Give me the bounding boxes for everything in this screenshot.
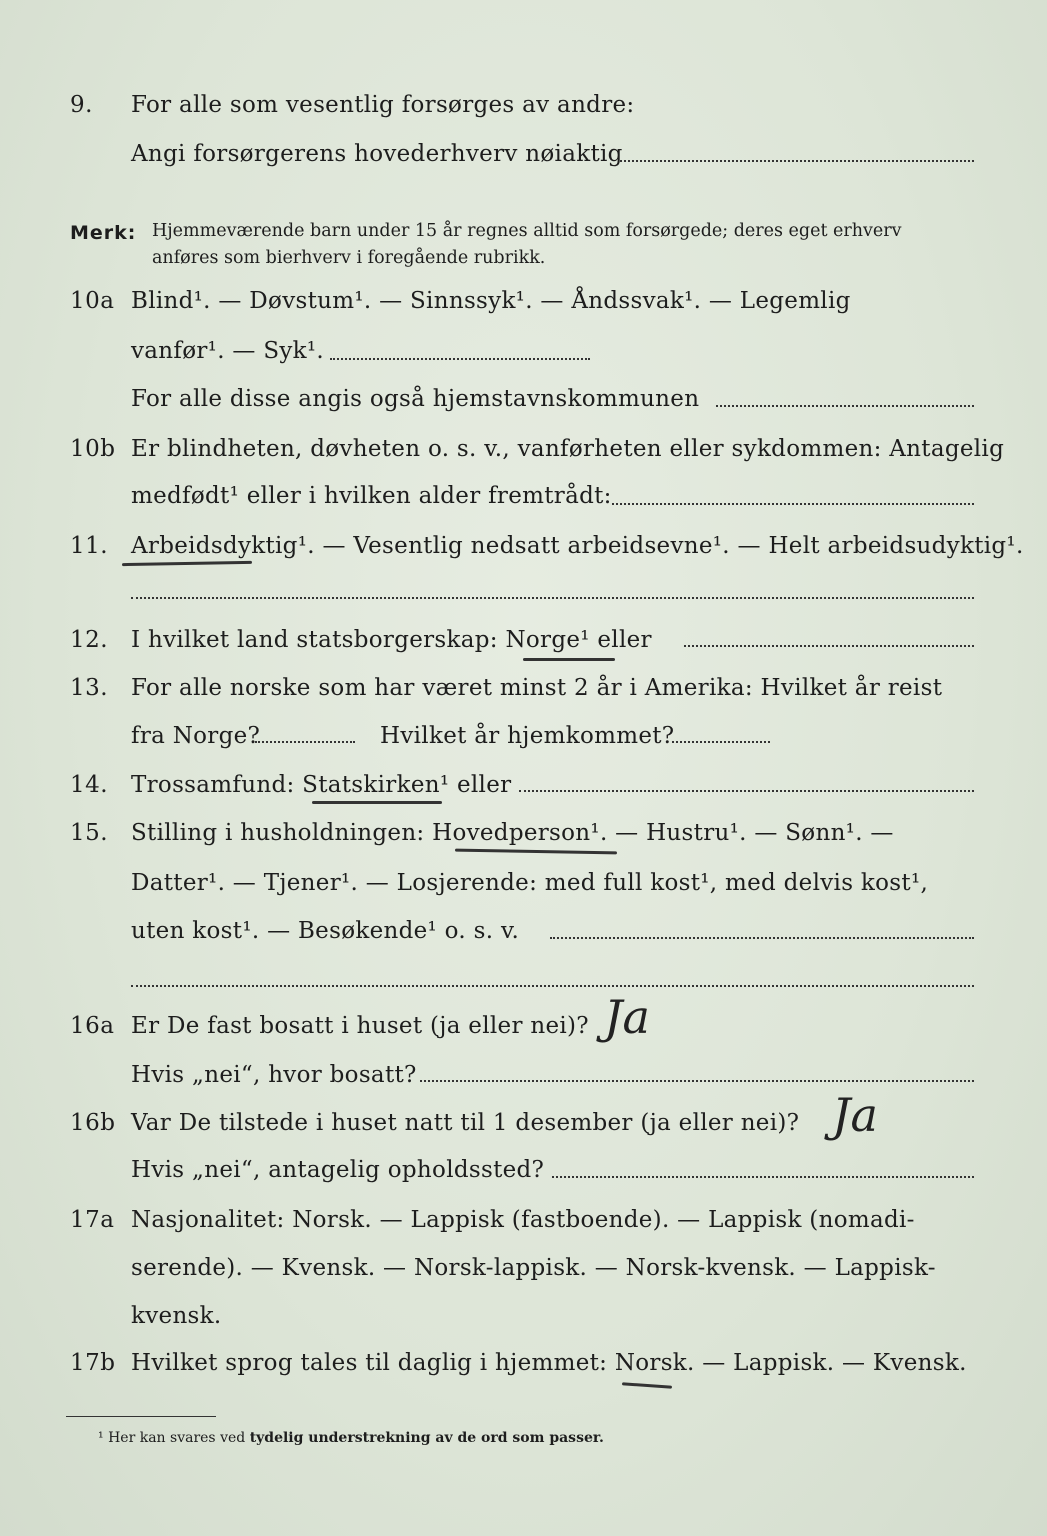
q15-answer-line2	[131, 985, 974, 987]
q15-number: 15.	[70, 820, 109, 846]
q13-line1: For alle norske som har været minst 2 år i Amerika: Hvilket år reist	[131, 675, 943, 701]
q10a-line1: Blind¹. — Døvstum¹. — Sinnssyk¹. — Åndssvak¹. — Legemlig	[131, 288, 851, 314]
q16b-line2: Hvis „nei“, antagelig opholdssted?	[131, 1157, 545, 1183]
footnote-text-bold: tydelig understrekning av de ord som passer.	[249, 1430, 604, 1446]
q16a-number: 16a	[70, 1013, 115, 1039]
q10a-line3: For alle disse angis også hjemstavnskommunen	[131, 386, 700, 412]
q10a-line2: vanfør¹. — Syk¹.	[131, 338, 325, 364]
q16b-line1: Var De tilstede i huset natt til 1 desember (ja eller nei)?	[131, 1110, 800, 1136]
q15-handwritten-underline	[455, 849, 617, 855]
merk-line2: anføres som bierhverv i foregående rubrikk.	[152, 248, 546, 268]
q10a-number: 10a	[70, 288, 115, 314]
q16a-line2: Hvis „nei“, hvor bosatt?	[131, 1062, 417, 1088]
q17b-handwritten-underline	[622, 1382, 672, 1388]
q15-line1: Stilling i husholdningen: Hovedperson¹. — Hustru¹. — Sønn¹. —	[131, 820, 894, 846]
q14-number: 14.	[70, 772, 109, 798]
q12-answer-line	[684, 645, 974, 647]
q15-line2: Datter¹. — Tjener¹. — Losjerende: med full kost¹, med delvis kost¹,	[131, 870, 929, 896]
q13-line2b: Hvilket år hjemkommet?	[380, 723, 675, 749]
q11-answer-line	[131, 597, 974, 599]
q9-line1: For alle som vesentlig forsørges av andre:	[131, 92, 635, 118]
q10a-answer-line2	[716, 405, 974, 407]
merk-line1: Hjemmeværende barn under 15 år regnes alltid som forsørgede; deres eget erhverv	[152, 221, 902, 241]
footnote-rule	[66, 1416, 216, 1417]
q14-answer-line	[519, 790, 974, 792]
q11-handwritten-underline	[122, 561, 252, 566]
q13-number: 13.	[70, 675, 109, 701]
q10b-number: 10b	[70, 436, 116, 462]
q10b-answer-line	[612, 503, 974, 505]
q13-answer-line-reist	[255, 741, 355, 743]
q16b-handwritten-answer: Ja	[832, 1088, 878, 1142]
footnote-mark: ¹	[98, 1430, 104, 1446]
q11-line1: Arbeidsdyktig¹. — Vesentlig nedsatt arbeidsevne¹. — Helt arbeidsudyktig¹.	[131, 533, 1024, 559]
footnote-text-plain: Her kan svares ved	[108, 1430, 246, 1446]
q13-answer-line-hjem	[672, 741, 770, 743]
q10a-answer-line1	[330, 358, 590, 360]
q16b-number: 16b	[70, 1110, 116, 1136]
q17b-number: 17b	[70, 1350, 116, 1376]
q10b-line2: medfødt¹ eller i hvilken alder fremtrådt:	[131, 483, 612, 509]
q10b-line1: Er blindheten, døvheten o. s. v., vanførheten eller sykdommen: Antagelig	[131, 436, 1005, 462]
q14-line1: Trossamfund: Statskirken¹ eller	[131, 772, 512, 798]
q9-answer-line	[620, 160, 974, 162]
q12-line1: I hvilket land statsborgerskap: Norge¹ eller	[131, 627, 652, 653]
q9-line2: Angi forsørgerens hovederhverv nøiaktig	[131, 141, 623, 167]
q11-number: 11.	[70, 533, 109, 559]
q17a-line2: serende). — Kvensk. — Norsk-lappisk. — Norsk-kvensk. — Lappisk-	[131, 1255, 936, 1281]
q17a-number: 17a	[70, 1207, 115, 1233]
q16a-line1: Er De fast bosatt i huset (ja eller nei)?	[131, 1013, 589, 1039]
merk-label: Merk:	[70, 222, 137, 244]
q16a-handwritten-answer: Ja	[604, 990, 650, 1044]
q17b-line1: Hvilket sprog tales til daglig i hjemmet: Norsk. — Lappisk. — Kvensk.	[131, 1350, 967, 1376]
q9-number: 9.	[70, 92, 93, 118]
q14-handwritten-underline	[312, 801, 442, 804]
q12-number: 12.	[70, 627, 109, 653]
q15-answer-line1	[550, 937, 974, 939]
footnote	[98, 1430, 604, 1446]
q15-line3: uten kost¹. — Besøkende¹ o. s. v.	[131, 918, 520, 944]
q16a-answer-line	[420, 1080, 974, 1082]
q12-handwritten-underline	[523, 658, 615, 661]
q16b-answer-line	[552, 1176, 974, 1178]
q17a-line1: Nasjonalitet: Norsk. — Lappisk (fastboende). — Lappisk (nomadi-	[131, 1207, 915, 1233]
q17a-line3: kvensk.	[131, 1303, 222, 1329]
q13-line2a: fra Norge?	[131, 723, 261, 749]
